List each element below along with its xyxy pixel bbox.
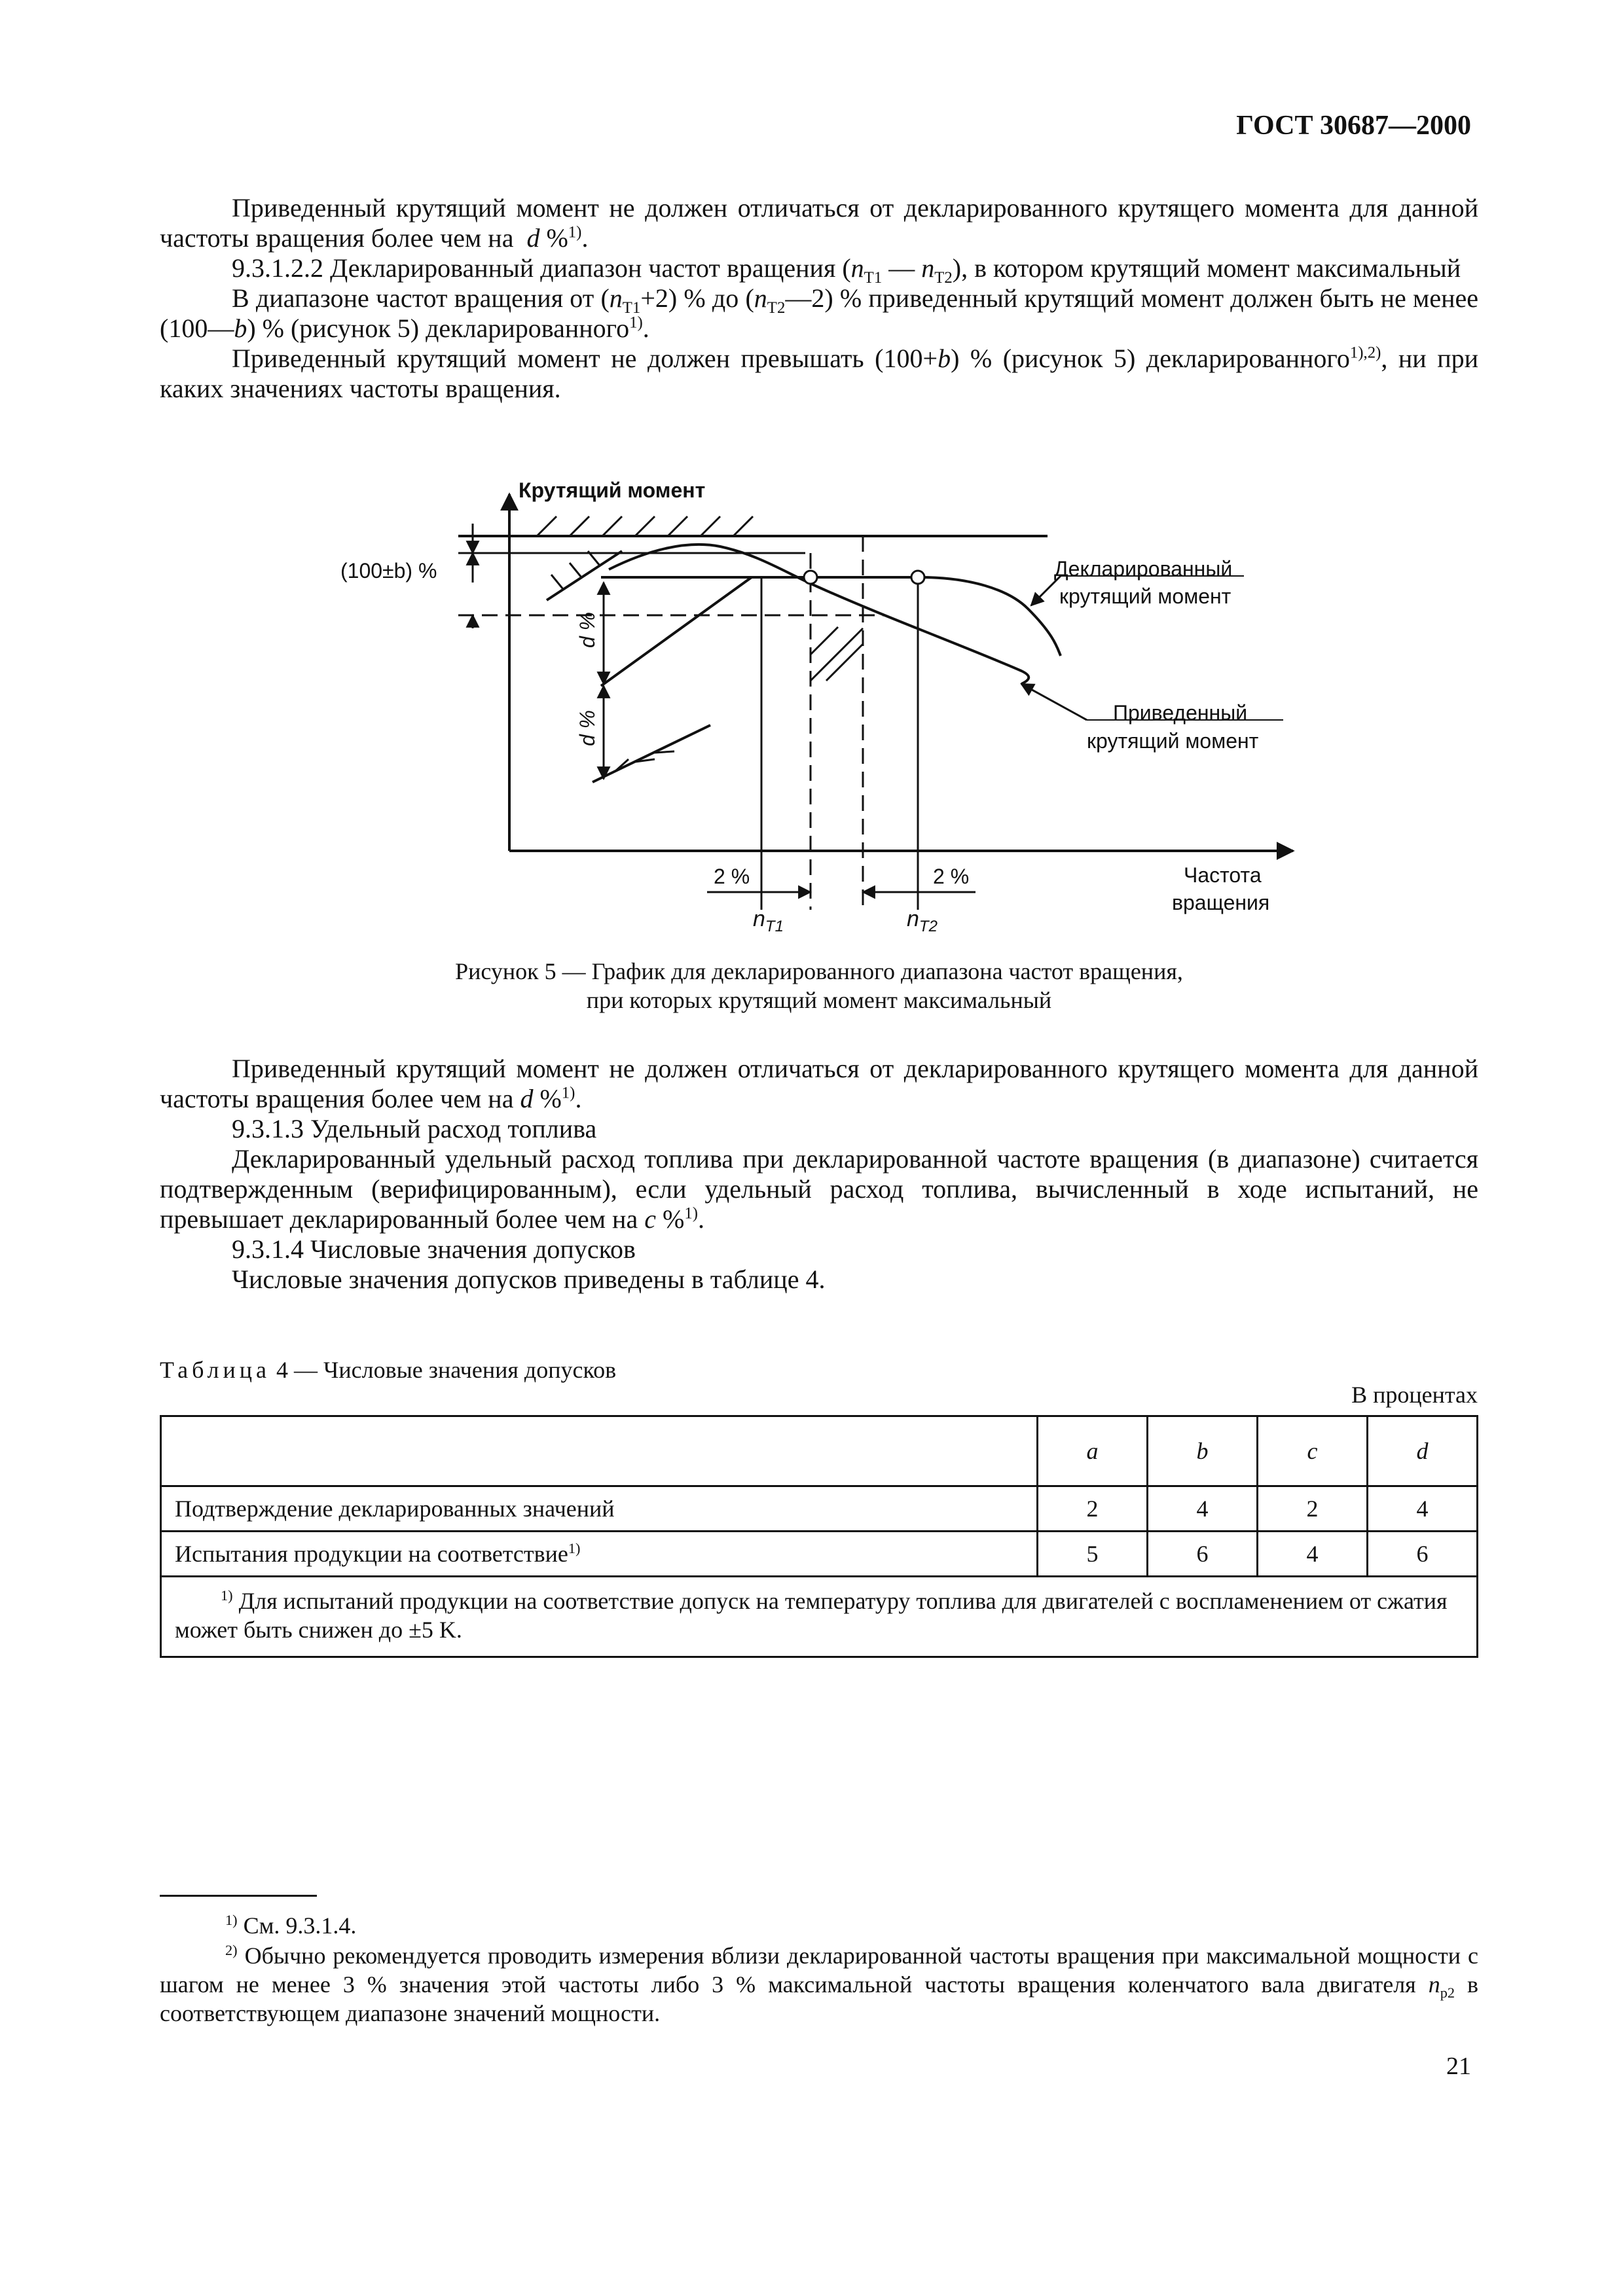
- table-note-row: [161, 1577, 1478, 1657]
- footnotes: [160, 1911, 1478, 2029]
- tolerance-table: [160, 1415, 1478, 1658]
- paragraph: Декларированный удельный расход топлива при декларированной частоте вращения (в диапазоне) считается подтвержденным (верифицированным), если удельный расход топлива, вычисленный в ходе испытаний, не превышает декларированный более чем на c %$^{1)}$.: [160, 1144, 1478, 1234]
- declared-label-line2: крутящий момент: [1059, 584, 1231, 608]
- cell: 2: [1258, 1486, 1368, 1532]
- text-block-middle: [160, 1054, 1478, 1295]
- row-label: Испытания продукции на соответствие$^{1)}$: [161, 1532, 1038, 1577]
- cell: 6: [1148, 1532, 1258, 1577]
- reduced-torque-curve: [609, 545, 1029, 684]
- reduced-leader: [1021, 684, 1087, 720]
- band-hatch-patch: [811, 627, 863, 681]
- footnote-1: $^{1)}$ См. 9.3.1.4.: [225, 1912, 357, 1939]
- x-axis-label-line1: Частота: [1184, 863, 1262, 887]
- lower-limit-line-1: [547, 551, 622, 600]
- standard-code: ГОСТ 30687—2000: [1236, 111, 1471, 141]
- declared-torque-curve: [601, 577, 1061, 656]
- band-label: (100±b) %: [340, 559, 437, 583]
- footnote-rule: [160, 1895, 317, 1897]
- pct-left-label: 2 %: [714, 865, 750, 888]
- header-d: d: [1368, 1416, 1478, 1486]
- declared-label-line1: Декларированный: [1054, 557, 1233, 581]
- table-header-row: [161, 1416, 1478, 1486]
- footnote-2: $^{2)}$ Обычно рекомендуется проводить измерения вблизи декларированной частоты вращения при максимальной мощности с шагом не менее 3 % значения этой частоты либо 3 % максимальной частоты вращения коленчатого вала двигателя $n_{p2}$ в соответствующем диапазоне значений мощности.: [160, 1942, 1479, 2026]
- cell: 2: [1038, 1486, 1148, 1532]
- d-label-lower: d %: [575, 709, 599, 746]
- cell: 6: [1368, 1532, 1478, 1577]
- reduced-lower-bound: [601, 577, 752, 686]
- clause-9-3-1-4: 9.3.1.4 Числовые значения допусков: [232, 1234, 636, 1264]
- paragraph: Приведенный крутящий момент не должен отличаться от декларированного крутящего момента для данной частоты вращения более чем на d %$^{1)}$.: [160, 193, 1478, 253]
- reduced-label-line2: крутящий момент: [1087, 729, 1259, 753]
- paragraph: Числовые значения допусков приведены в таблице 4.: [232, 1265, 826, 1294]
- table-units: В процентах: [1351, 1382, 1478, 1408]
- header-a: a: [1038, 1416, 1148, 1486]
- text-block-top: [160, 193, 1478, 404]
- table-title: Таблица 4 — Числовые значения допусков: [160, 1357, 617, 1383]
- cell: 5: [1038, 1532, 1148, 1577]
- lower-limit-line-2: [593, 725, 710, 782]
- n-t1-label: $n_{T1}$: [753, 906, 784, 935]
- declared-leader: [1031, 576, 1061, 605]
- clause-9-3-1-2-2: 9.3.1.2.2 Декларированный диапазон частот вращения ($n_{T1}$ — $n_{T2}$), в котором крутящий момент максимальный: [232, 253, 1461, 287]
- table-row: [161, 1486, 1478, 1532]
- lower-limit-hatching-1: [551, 551, 600, 589]
- header-c: c: [1258, 1416, 1368, 1486]
- point-nt2: [911, 571, 924, 584]
- point-nt1: [804, 571, 817, 584]
- cell: 4: [1258, 1532, 1368, 1577]
- pct-right-label: 2 %: [933, 865, 970, 888]
- table-note: $^{1)}$ Для испытаний продукции на соответствие допуск на температуру топлива для двигателей с воспламенением от сжатия может быть снижен до ±5 K.: [161, 1577, 1478, 1657]
- reduced-label-line1: Приведенный: [1113, 701, 1248, 725]
- caption-line: Рисунок 5 — График для декларированного диапазона частот вращения,: [455, 958, 1183, 984]
- figure-caption: [160, 957, 1478, 1014]
- cell: 4: [1148, 1486, 1258, 1532]
- clause-9-3-1-3: 9.3.1.3 Удельный расход топлива: [232, 1114, 597, 1143]
- x-axis-label-line2: вращения: [1172, 891, 1270, 914]
- caption-line: при которых крутящий момент максимальный: [586, 987, 1052, 1013]
- upper-limit-hatching: [537, 516, 753, 536]
- n-t2-label: $n_{T2}$: [907, 906, 938, 935]
- paragraph: В диапазоне частот вращения от $(n_{T1}+2)$ % до $(n_{T2}—2)$ % приведенный крутящий момент должен быть не менее (100—b) % (рисунок 5) декларированного$^{1)}$.: [160, 283, 1478, 343]
- header-b: b: [1148, 1416, 1258, 1486]
- d-label-upper: d %: [575, 611, 599, 648]
- paragraph: Приведенный крутящий момент не должен превышать (100+b) % (рисунок 5) декларированного$^{1),2)}$, ни при каких значениях частоты вращения.: [160, 344, 1478, 403]
- cell: 4: [1368, 1486, 1478, 1532]
- row-label: Подтверждение декларированных значений: [161, 1486, 1038, 1532]
- lower-limit-hatching-2: [615, 751, 674, 771]
- header-empty: [161, 1416, 1038, 1486]
- y-axis-label: Крутящий момент: [519, 478, 706, 502]
- page-number: 21: [1446, 2053, 1471, 2080]
- paragraph: Приведенный крутящий момент не должен отличаться от декларированного крутящего момента для данной частоты вращения более чем на d %$^{1)}$.: [160, 1054, 1478, 1113]
- table-row: [161, 1532, 1478, 1577]
